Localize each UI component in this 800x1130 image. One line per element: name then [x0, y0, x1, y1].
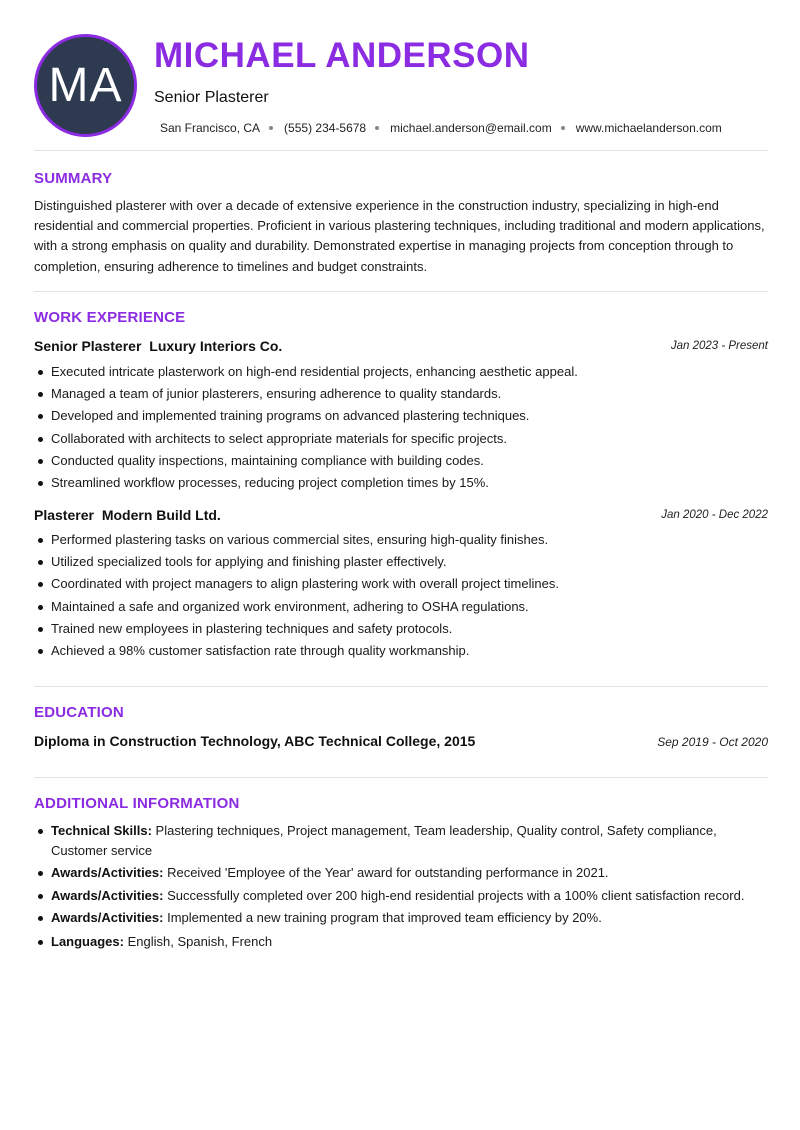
contact-info	[160, 121, 722, 135]
list-item: Conducted quality inspections, maintaining compliance with building codes.	[34, 450, 768, 472]
list-item	[34, 821, 768, 860]
work-experience-heading: WORK EXPERIENCE	[34, 309, 186, 326]
job-title-line	[34, 507, 221, 523]
additional-info-heading: ADDITIONAL INFORMATION	[34, 795, 240, 812]
education-entry	[34, 733, 768, 751]
avatar-initials: MA	[48, 59, 123, 112]
info-label: Languages:	[51, 933, 124, 949]
list-item: Utilized specialized tools for applying and finishing plaster effectively.	[34, 551, 768, 573]
divider	[34, 150, 768, 151]
education-dates: Sep 2019 - Oct 2020	[657, 735, 768, 749]
contact-location: San Francisco, CA	[160, 121, 261, 135]
separator-dot	[375, 126, 379, 130]
summary-text: Distinguished plasterer with over a decade of extensive experience in the construction industry, specializing in high-end residential and commercial properties. Proficient in various plastering techniques, including traditional and modern applications, with a strong emphasis on quality and durability. Demonstrated expertise in managing projects from conception through to completion, ensuring adherence to timelines and budget constraints.	[34, 198, 765, 274]
separator-dot	[561, 126, 565, 130]
job-bullets	[34, 361, 768, 494]
candidate-name: MICHAEL ANDERSON	[154, 36, 530, 75]
info-label: Technical Skills:	[51, 823, 152, 838]
job-role: Plasterer	[34, 507, 94, 523]
separator-dot	[269, 126, 273, 130]
list-item: Trained new employees in plastering techniques and safety protocols.	[34, 618, 768, 640]
job-bullets	[34, 529, 768, 662]
list-item: Managed a team of junior plasterers, ensuring adherence to quality standards.	[34, 383, 768, 405]
job-dates: Jan 2023 - Present	[670, 340, 768, 352]
contact-website[interactable]: www.michaelanderson.com	[575, 121, 722, 135]
divider	[34, 291, 768, 292]
avatar	[34, 34, 137, 137]
list-item: Performed plastering tasks on various commercial sites, ensuring high-quality finishes.	[34, 529, 768, 551]
info-text: Received 'Employee of the Year' award for outstanding performance in 2021.	[163, 865, 609, 880]
info-text: Successfully completed over 200 high-end residential projects with a 100% client satisfaction record.	[163, 887, 745, 903]
list-item	[34, 908, 768, 928]
summary-heading: SUMMARY	[34, 170, 113, 187]
job-title-line	[34, 338, 282, 354]
resume-header	[34, 34, 768, 138]
info-label: Awards/Activities:	[51, 865, 164, 880]
list-item: Developed and implemented training programs on advanced plastering techniques.	[34, 405, 768, 427]
contact-phone: (555) 234-5678	[284, 121, 367, 135]
job-header	[34, 338, 768, 356]
list-item: Maintained a safe and organized work environment, adhering to OSHA regulations.	[34, 596, 768, 618]
info-text: Implemented a new training program that improved team efficiency by 20%.	[163, 910, 602, 925]
list-item: Collaborated with architects to select appropriate materials for specific projects.	[34, 428, 768, 450]
candidate-title: Senior Plasterer	[154, 89, 269, 106]
info-label: Awards/Activities:	[51, 910, 164, 925]
additional-info-list	[34, 821, 768, 954]
info-text: Plastering techniques, Project management, Team leadership, Quality control, Safety compliance, Customer service	[51, 823, 717, 858]
education-degree: Diploma in Construction Technology, ABC Technical College, 2015	[34, 733, 476, 749]
info-text: English, Spanish, French	[123, 933, 273, 949]
contact-email[interactable]: michael.anderson@email.com	[390, 121, 552, 135]
job-company: Modern Build Ltd.	[101, 507, 221, 523]
list-item: Achieved a 98% customer satisfaction rate through quality workmanship.	[34, 640, 768, 662]
job-dates: Jan 2020 - Dec 2022	[661, 509, 768, 521]
job-header	[34, 507, 768, 525]
list-item	[34, 863, 768, 883]
job-role: Senior Plasterer	[34, 338, 142, 354]
list-item: Streamlined workflow processes, reducing project completion times by 15%.	[34, 472, 768, 494]
education-heading: EDUCATION	[34, 704, 124, 721]
divider	[34, 777, 768, 778]
list-item	[34, 932, 768, 952]
list-item: Executed intricate plasterwork on high-end residential projects, enhancing aesthetic appeal.	[34, 361, 768, 383]
info-label: Awards/Activities:	[51, 887, 164, 903]
list-item: Coordinated with project managers to align plastering work with overall project timelines.	[34, 573, 768, 595]
job-company: Luxury Interiors Co.	[149, 338, 283, 354]
list-item	[34, 886, 768, 906]
divider	[34, 686, 768, 687]
